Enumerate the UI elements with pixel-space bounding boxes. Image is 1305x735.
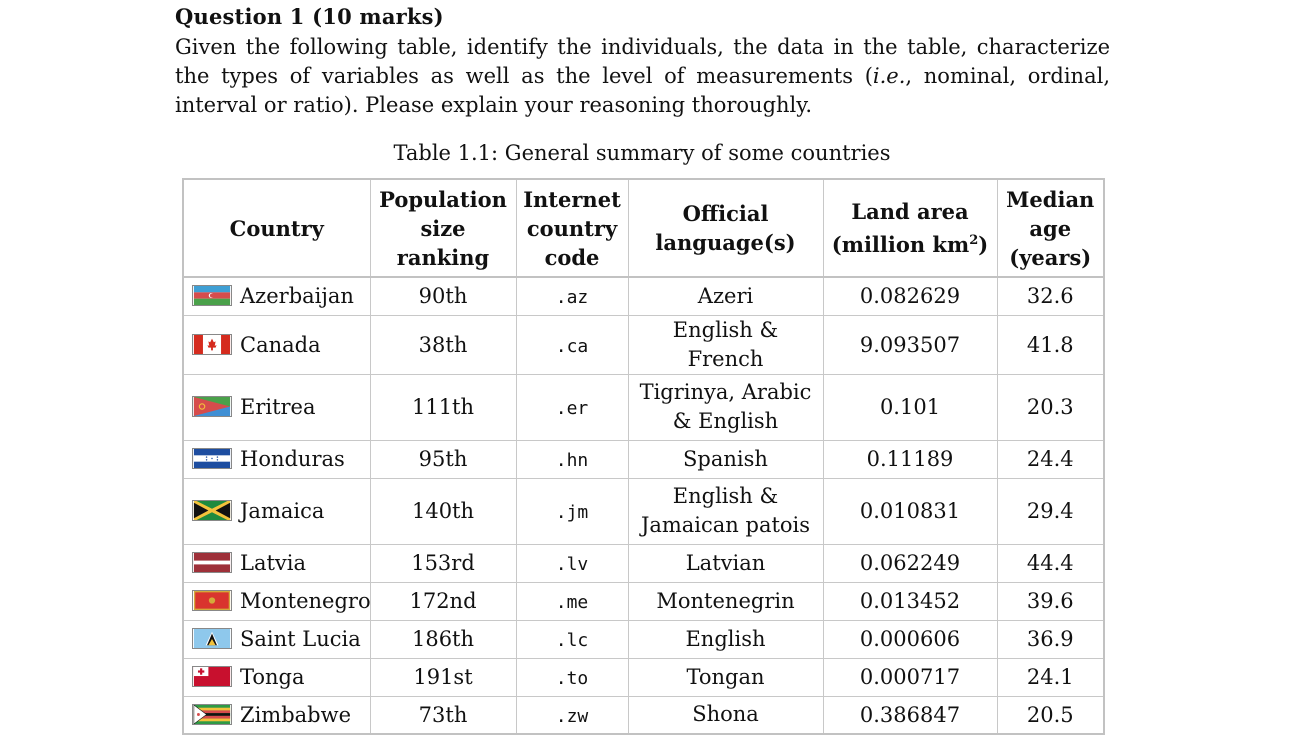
country-name: Jamaica — [240, 499, 325, 523]
cell-official-language: Tongan — [628, 658, 823, 696]
table-row — [183, 478, 1104, 544]
countries-table — [182, 178, 1105, 735]
cell-median-age: 41.8 — [997, 315, 1104, 374]
cell-internet-code: .me — [516, 582, 628, 620]
cell-country — [183, 582, 370, 620]
table-row — [183, 374, 1104, 440]
cell-internet-code: .to — [516, 658, 628, 696]
latvia-flag-icon — [192, 552, 232, 573]
cell-country — [183, 544, 370, 582]
cell-internet-code: .er — [516, 374, 628, 440]
header-land-area: Land area (million $km^2$) — [823, 179, 997, 277]
saint-lucia-flag-icon — [192, 628, 232, 649]
country-name: Tonga — [240, 665, 305, 689]
jamaica-flag-icon — [192, 500, 232, 521]
cell-land-area: 0.386847 — [823, 696, 997, 734]
header-median-age: Median age (years) — [997, 179, 1104, 277]
header-country: Country — [183, 179, 370, 277]
cell-land-area: 0.000717 — [823, 658, 997, 696]
header-internet-code: Internet country code — [516, 179, 628, 277]
country-name: Honduras — [240, 447, 345, 471]
cell-population-ranking: 140th — [370, 478, 516, 544]
cell-country — [183, 440, 370, 478]
cell-population-ranking: 153rd — [370, 544, 516, 582]
montenegro-flag-icon — [192, 590, 232, 611]
honduras-flag-icon — [192, 448, 232, 469]
question-title: Question 1 (10 marks) — [175, 4, 444, 29]
country-name: Latvia — [240, 551, 307, 575]
cell-official-language: Tigrinya, Arabic & English — [628, 374, 823, 440]
cell-population-ranking: 38th — [370, 315, 516, 374]
table-row — [183, 696, 1104, 734]
cell-country — [183, 277, 370, 315]
cell-population-ranking: 90th — [370, 277, 516, 315]
table-row — [183, 582, 1104, 620]
cell-population-ranking: 186th — [370, 620, 516, 658]
cell-land-area: 9.093507 — [823, 315, 997, 374]
cell-population-ranking: 172nd — [370, 582, 516, 620]
cell-country — [183, 374, 370, 440]
cell-internet-code: .hn — [516, 440, 628, 478]
question-text-emphasis: i.e. — [872, 64, 906, 88]
table-row — [183, 658, 1104, 696]
cell-land-area: 0.000606 — [823, 620, 997, 658]
country-name: Zimbabwe — [240, 702, 352, 727]
table-row — [183, 315, 1104, 374]
cell-land-area: 0.11189 — [823, 440, 997, 478]
cell-official-language: Montenegrin — [628, 582, 823, 620]
cell-internet-code: .ca — [516, 315, 628, 374]
cell-land-area: 0.013452 — [823, 582, 997, 620]
zimbabwe-flag-icon — [192, 704, 232, 725]
cell-population-ranking: 191st — [370, 658, 516, 696]
cell-internet-code: .az — [516, 277, 628, 315]
cell-median-age: 20.5 — [997, 696, 1104, 734]
table-row — [183, 440, 1104, 478]
question-text-part-2: , nominal, ordinal, interval or ratio). Please explain your reasoning thoroughly. — [175, 64, 1110, 117]
cell-internet-code: .zw — [516, 696, 628, 734]
table-row — [183, 544, 1104, 582]
cell-land-area: 0.101 — [823, 374, 997, 440]
cell-median-age: 24.4 — [997, 440, 1104, 478]
cell-official-language: Spanish — [628, 440, 823, 478]
eritrea-flag-icon — [192, 396, 232, 417]
cell-internet-code: .lc — [516, 620, 628, 658]
cell-median-age: 24.1 — [997, 658, 1104, 696]
cell-official-language: Latvian — [628, 544, 823, 582]
cell-country — [183, 478, 370, 544]
cell-median-age: 32.6 — [997, 277, 1104, 315]
cell-population-ranking: 95th — [370, 440, 516, 478]
cell-internet-code: .jm — [516, 478, 628, 544]
cell-median-age: 39.6 — [997, 582, 1104, 620]
tonga-flag-icon — [192, 666, 232, 687]
cell-median-age: 44.4 — [997, 544, 1104, 582]
header-official-language: Official language(s) — [628, 179, 823, 277]
cell-land-area: 0.082629 — [823, 277, 997, 315]
country-name: Montenegro — [240, 589, 371, 613]
azerbaijan-flag-icon — [192, 285, 232, 306]
question-text — [175, 33, 1110, 120]
country-name: Saint Lucia — [240, 627, 361, 651]
question-text-part-1: Given the following table, identify the individuals, the data in the table, characterize the types of variables as well as the level of measurements ( — [175, 35, 1110, 88]
table-caption: Table 1.1: General summary of some countries — [393, 141, 891, 165]
cell-population-ranking: 73th — [370, 696, 516, 734]
country-name: Eritrea — [240, 395, 316, 419]
table-header-row — [183, 179, 1104, 277]
cell-median-age: 29.4 — [997, 478, 1104, 544]
cell-official-language: English & Jamaican patois — [628, 478, 823, 544]
header-population-ranking: Population size ranking — [370, 179, 516, 277]
cell-official-language: Shona — [628, 696, 823, 734]
cell-median-age: 20.3 — [997, 374, 1104, 440]
cell-population-ranking: 111th — [370, 374, 516, 440]
cell-country — [183, 658, 370, 696]
country-name: Canada — [240, 332, 321, 357]
canada-flag-icon — [192, 334, 232, 355]
cell-official-language: English — [628, 620, 823, 658]
cell-official-language: English & French — [628, 315, 823, 374]
cell-median-age: 36.9 — [997, 620, 1104, 658]
cell-internet-code: .lv — [516, 544, 628, 582]
cell-country — [183, 315, 370, 374]
cell-country — [183, 696, 370, 734]
cell-country — [183, 620, 370, 658]
table-row — [183, 620, 1104, 658]
table-row — [183, 277, 1104, 315]
cell-official-language: Azeri — [628, 277, 823, 315]
cell-land-area: 0.010831 — [823, 478, 997, 544]
cell-land-area: 0.062249 — [823, 544, 997, 582]
country-name: Azerbaijan — [240, 284, 354, 309]
